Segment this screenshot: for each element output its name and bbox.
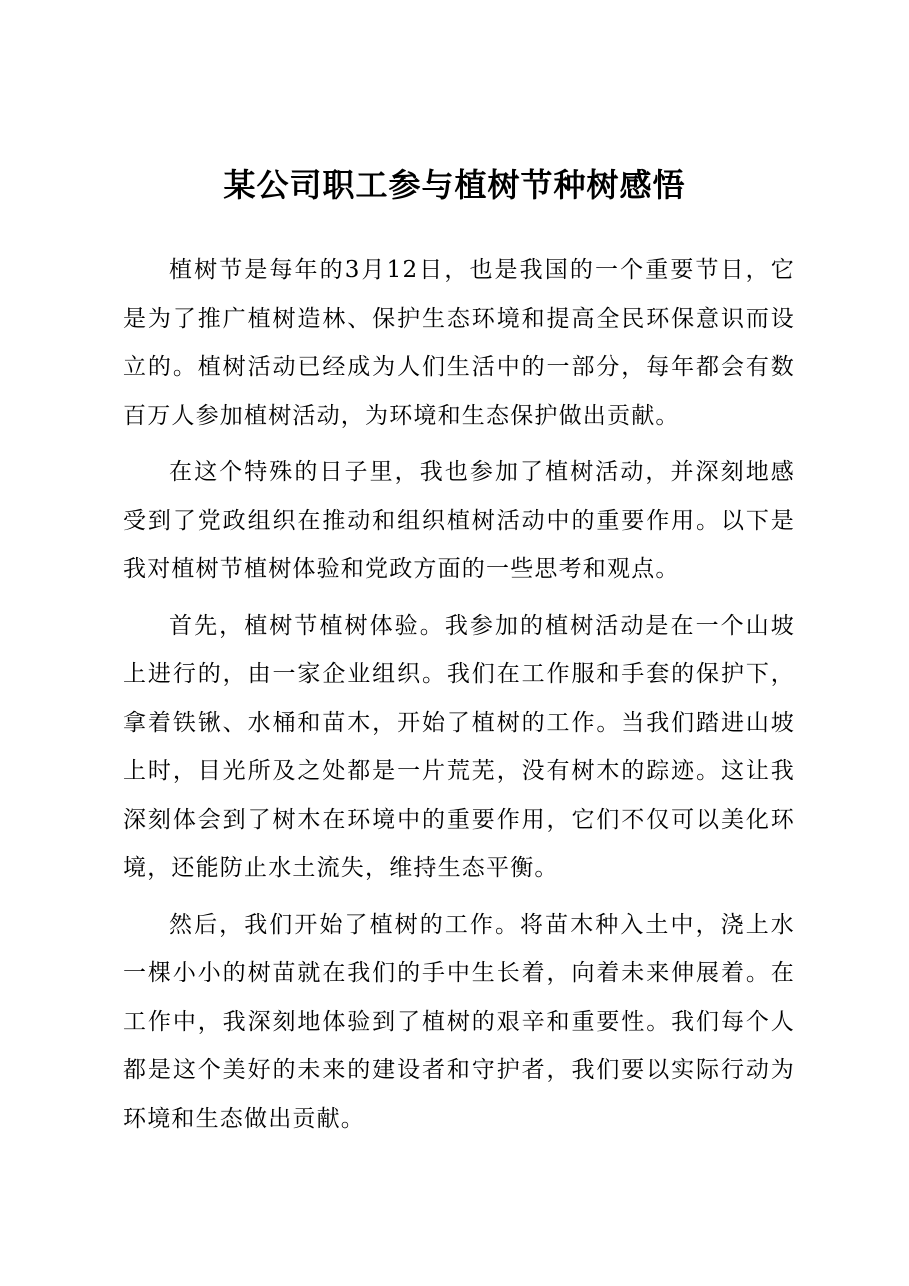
paragraph-2: 在这个特殊的日子里，我也参加了植树活动，并深刻地感受到了党政组织在推动和组织植树活动中的重要作用。以下是我对植树节植树体验和党政方面的一些思考和观点。 <box>123 459 795 582</box>
paragraph-4: 然后，我们开始了植树的工作。将苗木种入土中，浇上水一棵小小的树苗就在我们的手中生长着，向着未来伸展着。在工作中，我深刻地体验到了植树的艰辛和重要性。我们每个人都是这个美好的未来的建设者和守护者，我们要以实际行动为环境和生态做出贡献。 <box>123 911 795 1132</box>
document-title: 某公司职工参与植树节种树感悟 <box>223 166 686 204</box>
document-body <box>123 246 795 1143</box>
paragraph-1: 植树节是每年的3月12日，也是我国的一个重要节日，它是为了推广植树造林、保护生态环境和提高全民环保意识而设立的。植树活动已经成为人们生活中的一部分，每年都会有数百万人参加植树活动，为环境和生态保护做出贡献。 <box>123 257 795 429</box>
paragraph-3: 首先，植树节植树体验。我参加的植树活动是在一个山坡上进行的，由一家企业组织。我们在工作服和手套的保护下，拿着铁锹、水桶和苗木，开始了植树的工作。当我们踏进山坡上时，目光所及之处都是一片荒芜，没有树木的踪迹。这让我深刻体会到了树木在环境中的重要作用，它们不仅可以美化环境，还能防止水土流失，维持生态平衡。 <box>123 612 795 881</box>
